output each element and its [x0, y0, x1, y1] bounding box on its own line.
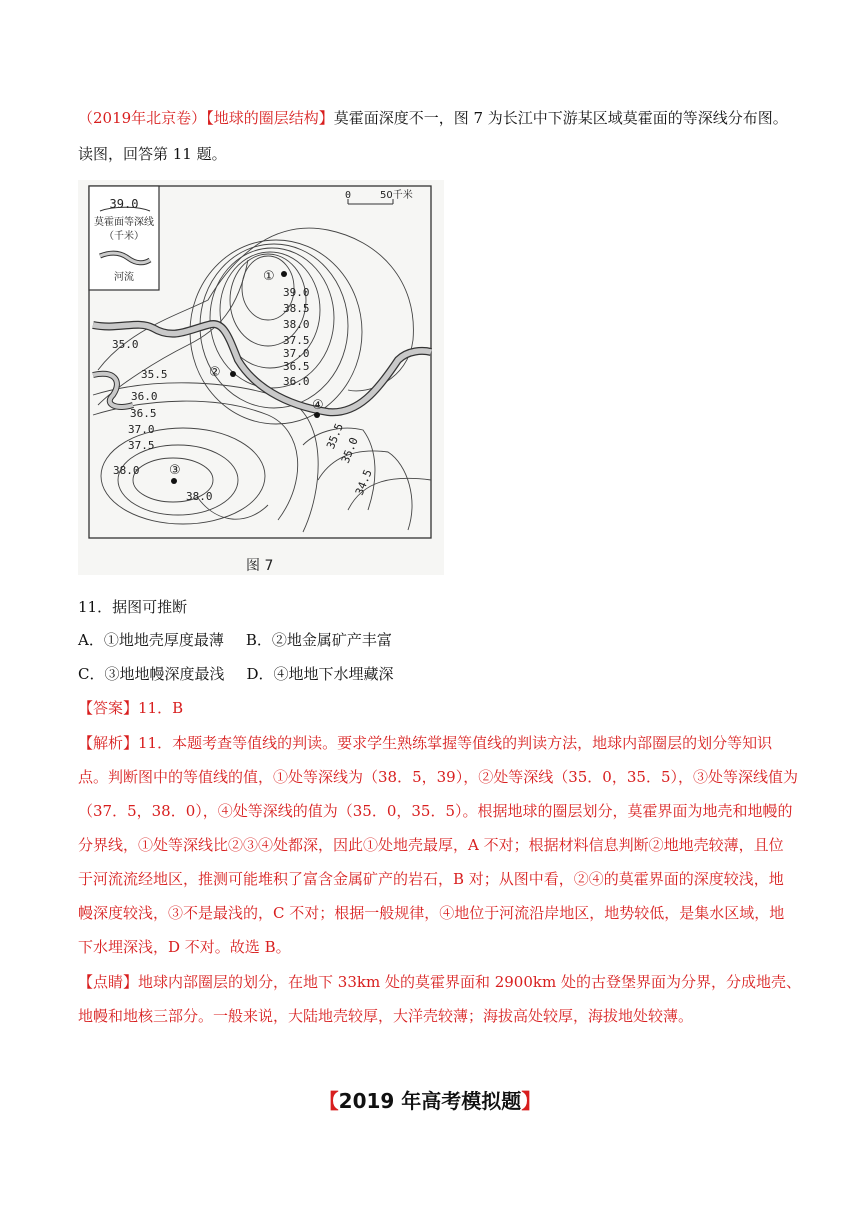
- svg-text:35.5: 35.5: [141, 368, 168, 381]
- south-contours: [93, 383, 431, 532]
- analysis-label: 【解析】: [78, 734, 139, 752]
- svg-text:34.5: 34.5: [352, 467, 375, 498]
- source-tag: （2019年北京卷）: [78, 109, 207, 127]
- analysis-line-1: 【解析】11．本题考查等值线的判读。要求学生熟练掌握等值线的判读方法，地球内部圈层的划分等知识: [78, 734, 773, 752]
- option-c: C．③地地幔深度最浅: [78, 665, 225, 683]
- analysis-line-4: 分界线，①处等深线比②③④处都深，因此①处地壳最厚，A 不对；根据材料信息判断②地地壳较薄，且位: [78, 836, 784, 854]
- analysis-line-5: 于河流流经地区，推测可能堆积了富含金属矿产的岩石，B 对；从图中看，②④的莫霍界面的深度较浅，地: [78, 870, 784, 888]
- figure-caption: 图 7: [246, 558, 274, 574]
- scale-zero: 0: [345, 190, 352, 201]
- analysis-line-6: 幔深度较浅，③不是最浅的，C 不对；根据一般规律，④地位于河流沿岸地区，地势较低，是集水区域，地: [78, 904, 785, 922]
- scale-label: 50千米: [380, 190, 413, 201]
- svg-text:36.5: 36.5: [130, 407, 157, 420]
- analysis-line-3: （37．5，38．0），④处等深线的值为（35．0，35．5）。根据地球的圈层划分，莫霍界面为地壳和地幔的: [78, 802, 793, 820]
- svg-text:36.5: 36.5: [283, 360, 310, 373]
- answer-text: 11．B: [138, 699, 184, 717]
- contour-labels: [112, 286, 375, 503]
- heading-open-bracket: 【: [318, 1089, 339, 1113]
- svg-text:35.5: 35.5: [324, 421, 347, 451]
- legend-line2: （千米）: [104, 231, 144, 242]
- point-1-label: ①: [263, 269, 275, 284]
- options-row-2: [78, 663, 394, 684]
- moho-contour-map: [78, 180, 444, 575]
- tip-label: 【点睛】: [78, 973, 139, 991]
- intro-text: 莫霍面深度不一，图 7 为长江中下游某区域莫霍面的等深线分布图。: [333, 109, 788, 127]
- intro-line-2: 读图，回答第 11 题。: [78, 145, 227, 163]
- question-stem: 11．据图可推断: [78, 598, 188, 616]
- svg-text:37.0: 37.0: [283, 347, 310, 360]
- point-2-label: ②: [209, 365, 221, 380]
- legend-value: 39.0: [109, 197, 139, 211]
- options-row-1: [78, 629, 392, 650]
- svg-text:38.0: 38.0: [283, 318, 310, 331]
- svg-text:37.5: 37.5: [128, 439, 155, 452]
- svg-text:38.5: 38.5: [283, 302, 310, 315]
- svg-text:35.0: 35.0: [338, 435, 361, 466]
- svg-text:35.0: 35.0: [112, 338, 139, 351]
- svg-text:38.0: 38.0: [113, 464, 140, 477]
- legend-river: 河流: [114, 272, 134, 283]
- tip-line-2: 地幔和地核三部分。一般来说，大陆地壳较厚，大洋壳较薄；海拔高处较厚，海拔地处较薄。: [78, 1007, 694, 1025]
- intro-line-1: [78, 107, 788, 128]
- svg-text:39.0: 39.0: [283, 286, 310, 299]
- analysis-line-2: 点。判断图中的等值线的值，①处等深线为（38．5，39），②处等深线（35．0，35．5），③处等深线值为: [78, 768, 798, 786]
- tip-line-1: 【点睛】地球内部圈层的划分，在地下 33km 处的莫霍界面和 2900km 处的古登堡界面为分界，分成地壳、: [78, 973, 801, 991]
- svg-text:37.5: 37.5: [283, 334, 310, 347]
- option-b: B．②地金属矿产丰富: [245, 631, 392, 649]
- point-4-label: ④: [312, 398, 324, 413]
- point-3-label: ③: [169, 463, 181, 478]
- svg-text:36.0: 36.0: [131, 390, 158, 403]
- option-d: D．④地地下水埋藏深: [246, 665, 394, 683]
- svg-text:37.0: 37.0: [128, 423, 155, 436]
- answer-label: 【答案】: [78, 699, 139, 717]
- heading-title: 2019 年高考模拟题: [338, 1089, 522, 1113]
- legend-line1: 莫霍面等深线: [94, 217, 154, 228]
- svg-text:36.0: 36.0: [283, 375, 310, 388]
- topic-tag: 【地球的圈层结构】: [206, 109, 334, 127]
- heading-close-bracket: 】: [521, 1089, 542, 1113]
- svg-text:38.0: 38.0: [186, 490, 213, 503]
- section-heading: [0, 1085, 860, 1114]
- answer-line: [78, 697, 183, 718]
- option-a: A．①地地壳厚度最薄: [78, 631, 224, 649]
- analysis-line-7: 下水埋深浅，D 不对。故选 B。: [78, 938, 291, 956]
